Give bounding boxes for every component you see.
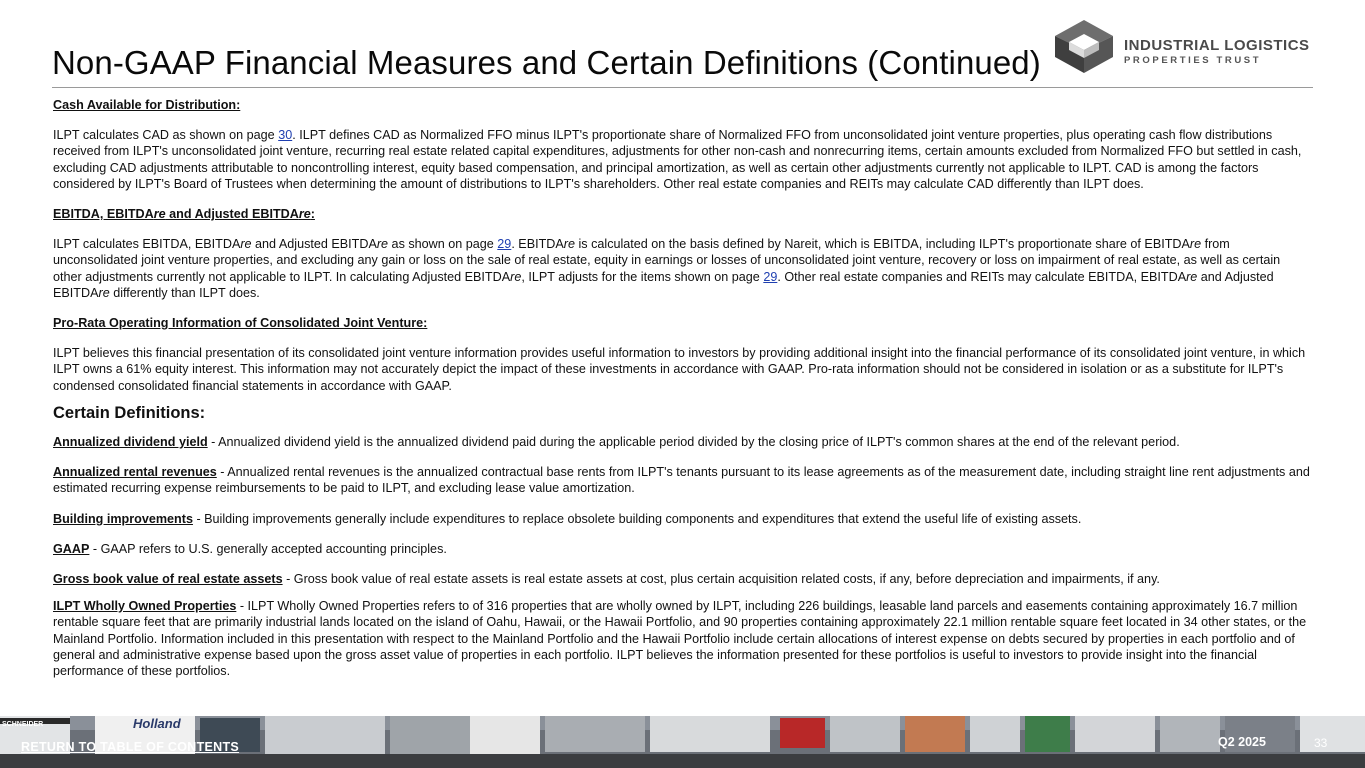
- definition-item: Annualized rental revenues - Annualized rental revenues is the annualized contractual base rents from ILPT's tenants pursuant to its lease agreements as of the measurement date, including straight line rent adjustments and estimated recurring expense reimbursements to be paid to ILPT, and excluding lease value amortization.: [53, 465, 1310, 496]
- paragraph-prorata: ILPT believes this financial presentation of its consolidated joint venture information provides useful information to investors by providing additional insight into the financial performance of its consolidated joint venture, in which ILPT owns a 61% equity interest. This information may not accurately depict the impact of these investments in accordance with GAAP. Pro-rata information should not be considered in isolation or as a substitute for ILPT's condensed consolidated financial statements in accordance with GAAP.: [53, 346, 1306, 393]
- definition-item: ILPT Wholly Owned Properties - ILPT Wholly Owned Properties refers to of 316 properties that are wholly owned by ILPT, including 226 buildings, leasable land parcels and easements containing approximately 16.7 million rentable square feet that are primarily industrial lands located on the island of Oahu, Hawaii, or the Hawaii Portfolio, and 90 properties containing approximately 22.1 million rentable square feet located in 34 other states, or the Mainland Portfolio. Information included in this presentation with respect to the Mainland Portfolio and the Hawaii Portfolio include certain allocations of interest expense on debts secured by properties in each portfolio and of general and administrative expense based upon the gross asset value of properties in each portfolio. ILPT believes the information presented for these portfolios is useful to investors to provide insight into the financial performance of these portfolios.: [53, 599, 1307, 679]
- cube-logo-icon: [1055, 20, 1115, 75]
- logo-wordmark-line1: INDUSTRIAL LOGISTICS: [1124, 37, 1310, 54]
- section-heading-prorata: Pro-Rata Operating Information of Consolidated Joint Venture:: [53, 316, 428, 331]
- section-heading-ebitda: EBITDA, EBITDAre and Adjusted EBITDAre:: [53, 207, 315, 222]
- footer-banner: [0, 716, 1365, 768]
- quarter-label: Q2 2025: [1218, 735, 1266, 749]
- page-link-29-second[interactable]: 29: [763, 269, 778, 284]
- paragraph-ebitda: ILPT calculates EBITDA, EBITDAre and Adjusted EBITDAre as shown on page 29. EBITDAre is calculated on the basis defined by Nareit, which is EBITDA, including ILPT's proportionate share of EBITDAre from unconsolidated joint venture properties, and excluding any gain or loss on the sale of real estate, equity in earnings or losses of unconsolidated joint venture, recovery or loss on impairment of real estate, as well as certain other adjustments currently not applicable to ILPT. In calculating Adjusted EBITDAre, ILPT adjusts for the items shown on page 29. Other real estate companies and REITs may calculate EBITDA, EBITDAre and Adjusted EBITDAre differently than ILPT does.: [53, 237, 1281, 300]
- page-title: Non-GAAP Financial Measures and Certain Definitions (Continued): [52, 44, 1041, 81]
- return-to-toc-link[interactable]: RETURN TO TABLE OF CONTENTS: [21, 740, 240, 754]
- definition-item: GAAP - GAAP refers to U.S. generally accepted accounting principles.: [53, 541, 447, 556]
- title-divider: [52, 87, 1313, 88]
- page-number: 33: [1314, 736, 1328, 750]
- definition-item: Gross book value of real estate assets - Gross book value of real estate assets is real estate assets at cost, plus certain acquisition related costs, if any, before depreciation and impairments, if any.: [53, 572, 1160, 587]
- paragraph-cad: ILPT calculates CAD as shown on page 30. ILPT defines CAD as Normalized FFO minus ILPT's proportionate share of Normalized FFO from unconsolidated joint venture properties, plus operating cash flow distributions received from ILPT's unconsolidated joint venture, recurring real estate related capital expenditures, adjustments for other non-cash and nonrecurring items, certain amounts excluded from Normalized FFO but settled in cash, excluding CAD adjustments attributable to noncontrolling interest, equity based compensation, and principal amortization, as well as certain other adjustments currently not applicable to ILPT. CAD is among the factors considered by ILPT's Board of Trustees when determining the amount of distributions to ILPT's shareholders. Other real estate companies and REITs may calculate CAD differently than ILPT does.: [53, 128, 1302, 191]
- trailer-sign-holland: Holland: [133, 716, 181, 731]
- company-logo: [1055, 20, 1325, 75]
- trailer-sign-schneider: SCHNEIDER: [2, 721, 44, 728]
- section-heading-cad: Cash Available for Distribution:: [53, 98, 241, 112]
- definitions-heading: Certain Definitions:: [53, 403, 206, 422]
- page-link-29[interactable]: 29: [497, 237, 512, 252]
- definition-item: Building improvements - Building improvements generally include expenditures to replace obsolete building components and expenditures that extend the useful life of existing assets.: [53, 511, 1082, 526]
- page-link-30[interactable]: 30: [278, 128, 293, 143]
- logo-wordmark-line2: PROPERTIES TRUST: [1124, 55, 1262, 66]
- main-content: [53, 97, 1311, 679]
- definition-item: Annualized dividend yield - Annualized dividend yield is the annualized dividend paid during the applicable period divided by the closing price of ILPT's common shares at the end of the relevant period.: [53, 435, 1180, 450]
